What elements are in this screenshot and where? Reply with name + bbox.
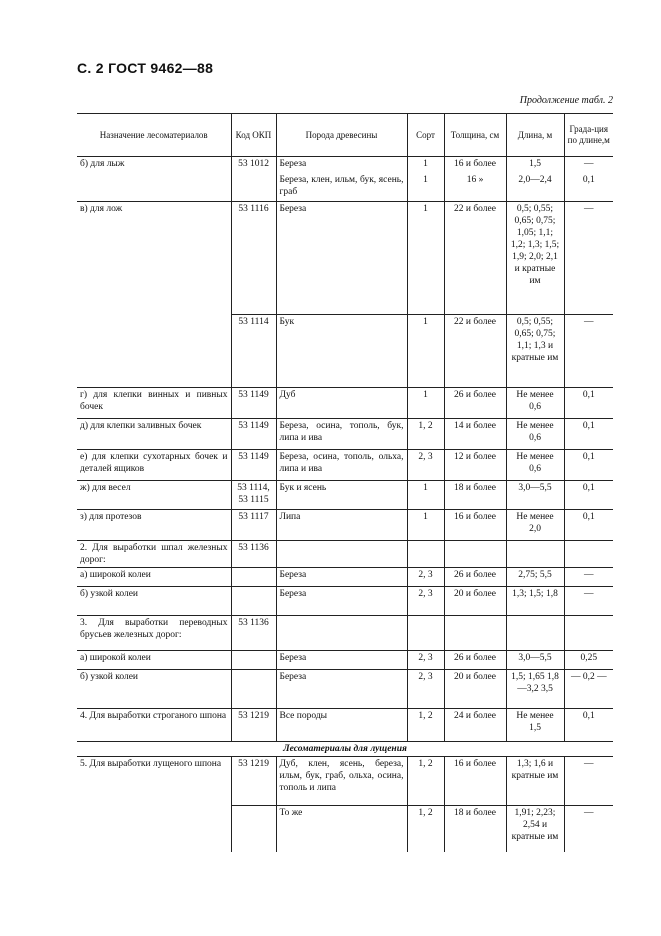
cell-gradation: 0,1 bbox=[564, 388, 613, 419]
cell-purpose: б) узкой колеи bbox=[77, 587, 231, 616]
cell-grade: 2, 3 bbox=[407, 587, 444, 616]
cell-species: Береза, осина, тополь, ольха, липа и ива bbox=[276, 450, 407, 481]
cell-grade: 1 bbox=[407, 315, 444, 388]
header-code: Код ОКП bbox=[231, 114, 276, 157]
cell-gradation: 0,1 bbox=[564, 173, 613, 202]
cell-thickness: 20 и более bbox=[444, 670, 506, 709]
table-row bbox=[77, 757, 613, 806]
cell-thickness: 16 и более bbox=[444, 157, 506, 174]
table-row bbox=[77, 587, 613, 616]
cell-purpose: 5. Для выработки лущеного шпона bbox=[77, 757, 231, 806]
cell-gradation bbox=[564, 616, 613, 651]
cell-species: Липа bbox=[276, 510, 407, 541]
cell-gradation: 0,1 bbox=[564, 419, 613, 450]
cell-code: 53 1012 bbox=[231, 157, 276, 174]
cell-grade: 1 bbox=[407, 173, 444, 202]
cell-length bbox=[506, 541, 564, 568]
cell-purpose: 2. Для выработки шпал железных дорог: bbox=[77, 541, 231, 568]
table-row bbox=[77, 450, 613, 481]
table-row bbox=[77, 202, 613, 315]
cell-gradation: 0,1 bbox=[564, 510, 613, 541]
table-row bbox=[77, 651, 613, 670]
cell-grade: 1 bbox=[407, 510, 444, 541]
cell-grade: 2, 3 bbox=[407, 568, 444, 587]
header-thickness: Толщина, см bbox=[444, 114, 506, 157]
cell-grade: 1, 2 bbox=[407, 806, 444, 853]
cell-thickness: 16 и более bbox=[444, 510, 506, 541]
cell-code: 53 1149 bbox=[231, 388, 276, 419]
cell-gradation: — bbox=[564, 806, 613, 853]
header-length: Длина, м bbox=[506, 114, 564, 157]
cell-species bbox=[276, 616, 407, 651]
table-continuation-note: Продолжение табл. 2 bbox=[519, 95, 613, 106]
table-row bbox=[77, 419, 613, 450]
cell-length: Не менее 0,6 bbox=[506, 450, 564, 481]
cell-length bbox=[506, 616, 564, 651]
table-row bbox=[77, 481, 613, 510]
timber-table bbox=[77, 113, 613, 852]
cell-species: Береза, осина, тополь, бук, липа и ива bbox=[276, 419, 407, 450]
cell-code: 53 1149 bbox=[231, 419, 276, 450]
cell-length: 1,3; 1,5; 1,8 bbox=[506, 587, 564, 616]
cell-code: 53 1219 bbox=[231, 709, 276, 742]
cell-thickness: 26 и более bbox=[444, 651, 506, 670]
cell-grade: 1, 2 bbox=[407, 757, 444, 806]
cell-length: 1,5 bbox=[506, 157, 564, 174]
section-row bbox=[77, 742, 613, 757]
cell-length: 2,0—2,4 bbox=[506, 173, 564, 202]
cell-length: 1,91; 2,23; 2,54 и кратные им bbox=[506, 806, 564, 853]
cell-thickness: 14 и более bbox=[444, 419, 506, 450]
cell-purpose: з) для протезов bbox=[77, 510, 231, 541]
cell-species: То же bbox=[276, 806, 407, 853]
table-row bbox=[77, 806, 613, 853]
cell-code: 53 1117 bbox=[231, 510, 276, 541]
cell-code bbox=[231, 670, 276, 709]
cell-code bbox=[231, 651, 276, 670]
cell-thickness: 18 и более bbox=[444, 806, 506, 853]
cell-thickness: 22 и более bbox=[444, 315, 506, 388]
table-row bbox=[77, 173, 613, 202]
cell-species: Дуб bbox=[276, 388, 407, 419]
page-header: С. 2 ГОСТ 9462—88 bbox=[77, 60, 214, 76]
cell-species bbox=[276, 541, 407, 568]
header-gradation: Града-ция по длине,м bbox=[564, 114, 613, 157]
cell-species: Береза bbox=[276, 670, 407, 709]
cell-length: 1,5; 1,65 1,8—3,2 3,5 bbox=[506, 670, 564, 709]
cell-code: 53 1149 bbox=[231, 450, 276, 481]
cell-thickness: 20 и более bbox=[444, 587, 506, 616]
cell-length: 3,0—5,5 bbox=[506, 481, 564, 510]
cell-purpose: 4. Для выработки строганого шпона bbox=[77, 709, 231, 742]
header-species: Порода древесины bbox=[276, 114, 407, 157]
cell-purpose: г) для клепки винных и пивных бочек bbox=[77, 388, 231, 419]
cell-purpose: б) для лыж bbox=[77, 157, 231, 174]
cell-grade: 2, 3 bbox=[407, 651, 444, 670]
cell-code bbox=[231, 806, 276, 853]
cell-code: 53 1136 bbox=[231, 541, 276, 568]
cell-gradation: 0,1 bbox=[564, 481, 613, 510]
cell-gradation: — bbox=[564, 202, 613, 315]
cell-species: Береза bbox=[276, 202, 407, 315]
cell-code: 53 1136 bbox=[231, 616, 276, 651]
cell-grade bbox=[407, 541, 444, 568]
cell-gradation bbox=[564, 541, 613, 568]
cell-length: Не менее 0,6 bbox=[506, 388, 564, 419]
table-row bbox=[77, 388, 613, 419]
cell-purpose: 3. Для выработки переводных брусьев железных дорог: bbox=[77, 616, 231, 651]
table-row bbox=[77, 616, 613, 651]
cell-purpose: а) широкой колеи bbox=[77, 651, 231, 670]
cell-purpose: е) для клепки сухотарных бочек и деталей ящиков bbox=[77, 450, 231, 481]
cell-code bbox=[231, 173, 276, 202]
cell-grade: 1 bbox=[407, 388, 444, 419]
cell-code: 53 1114, 53 1115 bbox=[231, 481, 276, 510]
cell-length: Не менее 1,5 bbox=[506, 709, 564, 742]
cell-thickness: 22 и более bbox=[444, 202, 506, 315]
cell-grade: 1, 2 bbox=[407, 419, 444, 450]
cell-thickness: 26 и более bbox=[444, 568, 506, 587]
cell-thickness: 16 » bbox=[444, 173, 506, 202]
cell-length: 0,5; 0,55; 0,65; 0,75; 1,1; 1,3 и кратные им bbox=[506, 315, 564, 388]
cell-code bbox=[231, 587, 276, 616]
cell-purpose bbox=[77, 173, 231, 202]
cell-gradation: — bbox=[564, 157, 613, 174]
cell-length: 2,75; 5,5 bbox=[506, 568, 564, 587]
table-row bbox=[77, 670, 613, 709]
cell-species: Береза, клен, ильм, бук, ясень, граб bbox=[276, 173, 407, 202]
cell-gradation: — bbox=[564, 568, 613, 587]
table-row bbox=[77, 709, 613, 742]
cell-code bbox=[231, 568, 276, 587]
section-title: Лесоматериалы для лущения bbox=[77, 742, 613, 757]
cell-gradation: — bbox=[564, 587, 613, 616]
cell-length: 1,3; 1,6 и кратные им bbox=[506, 757, 564, 806]
cell-grade bbox=[407, 616, 444, 651]
cell-length: 0,5; 0,55; 0,65; 0,75; 1,05; 1,1; 1,2; 1,3; 1,5; 1,9; 2,0; 2,1 и кратные им bbox=[506, 202, 564, 315]
cell-species: Дуб, клен, ясень, береза, ильм, бук, граб, ольха, осина, тополь и липа bbox=[276, 757, 407, 806]
cell-length: 3,0—5,5 bbox=[506, 651, 564, 670]
cell-thickness: 12 и более bbox=[444, 450, 506, 481]
table-row bbox=[77, 315, 613, 388]
table-header-row bbox=[77, 114, 613, 157]
header-purpose: Назначение лесоматериалов bbox=[77, 114, 231, 157]
cell-species: Береза bbox=[276, 568, 407, 587]
cell-purpose: д) для клепки заливных бочек bbox=[77, 419, 231, 450]
cell-length: Не менее 2,0 bbox=[506, 510, 564, 541]
cell-thickness bbox=[444, 616, 506, 651]
cell-code: 53 1219 bbox=[231, 757, 276, 806]
cell-purpose: ж) для весел bbox=[77, 481, 231, 510]
table-row bbox=[77, 157, 613, 174]
cell-code: 53 1116 bbox=[231, 202, 276, 315]
cell-length: Не менее 0,6 bbox=[506, 419, 564, 450]
cell-grade: 2, 3 bbox=[407, 450, 444, 481]
cell-purpose bbox=[77, 806, 231, 853]
cell-grade: 1, 2 bbox=[407, 709, 444, 742]
cell-thickness bbox=[444, 541, 506, 568]
cell-gradation: — bbox=[564, 757, 613, 806]
cell-gradation: 0,25 bbox=[564, 651, 613, 670]
cell-thickness: 24 и более bbox=[444, 709, 506, 742]
cell-species: Береза bbox=[276, 587, 407, 616]
cell-purpose: б) узкой колеи bbox=[77, 670, 231, 709]
table-row bbox=[77, 510, 613, 541]
cell-grade: 1 bbox=[407, 157, 444, 174]
cell-gradation: — bbox=[564, 315, 613, 388]
table-row bbox=[77, 541, 613, 568]
cell-grade: 1 bbox=[407, 481, 444, 510]
cell-gradation: 0,1 bbox=[564, 450, 613, 481]
cell-thickness: 16 и более bbox=[444, 757, 506, 806]
cell-species: Береза bbox=[276, 157, 407, 174]
cell-purpose bbox=[77, 315, 231, 388]
cell-species: Бук и ясень bbox=[276, 481, 407, 510]
cell-purpose: в) для лож bbox=[77, 202, 231, 315]
cell-purpose: а) широкой колеи bbox=[77, 568, 231, 587]
cell-code: 53 1114 bbox=[231, 315, 276, 388]
cell-thickness: 26 и более bbox=[444, 388, 506, 419]
header-grade: Сорт bbox=[407, 114, 444, 157]
cell-species: Бук bbox=[276, 315, 407, 388]
cell-species: Береза bbox=[276, 651, 407, 670]
cell-gradation: 0,1 bbox=[564, 709, 613, 742]
table-row bbox=[77, 568, 613, 587]
cell-thickness: 18 и более bbox=[444, 481, 506, 510]
cell-grade: 1 bbox=[407, 202, 444, 315]
cell-species: Все породы bbox=[276, 709, 407, 742]
cell-gradation: — 0,2 — bbox=[564, 670, 613, 709]
cell-grade: 2, 3 bbox=[407, 670, 444, 709]
